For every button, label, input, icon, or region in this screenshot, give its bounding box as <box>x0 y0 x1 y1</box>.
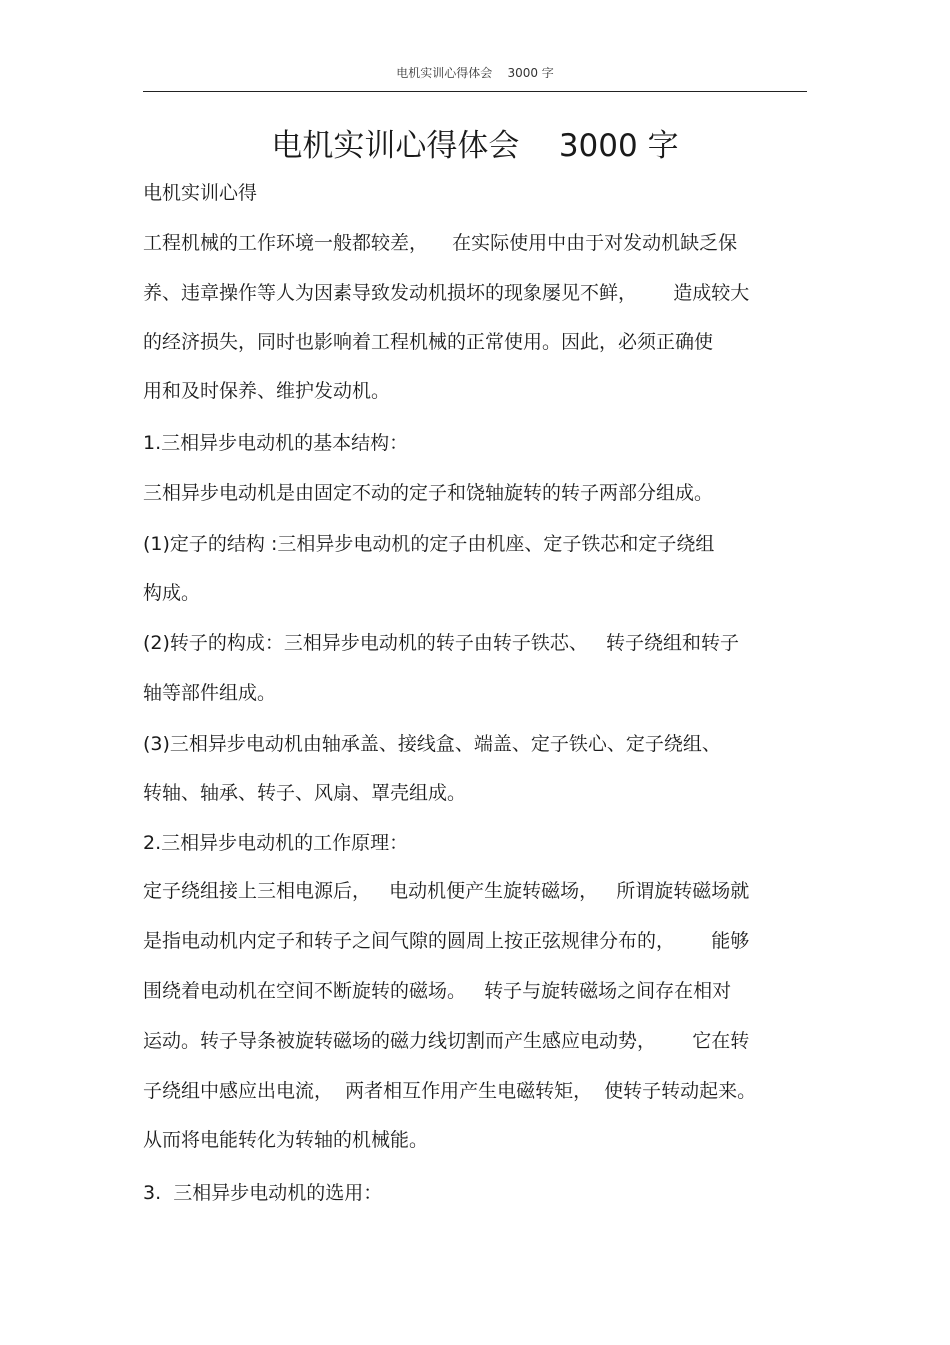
paragraph-line: (1)定子的结构 :三相异步电动机的定子由机座、定子铁芯和定子绕组 <box>143 533 715 555</box>
paragraph-line: 养、违章操作等人为因素导致发动机损坏的现象屡见不鲜， 造成较大 <box>143 282 750 304</box>
paragraph-line: 工程机械的工作环境一般都较差， 在实际使用中由于对发动机缺乏保 <box>143 232 738 254</box>
paragraph-line: 子绕组中感应出电流， 两者相互作用产生电磁转矩， 使转子转动起来。 <box>143 1080 757 1102</box>
numbered-heading: 3. 三相异步电动机的选用： <box>143 1182 383 1204</box>
paragraph-line: 是指电动机内定子和转子之间气隙的圆周上按正弦规律分布的， 能够 <box>143 930 750 952</box>
paragraph-line: 用和及时保养、维护发动机。 <box>143 380 391 402</box>
paragraph-line: 围绕着电动机在空间不断旋转的磁场。 转子与旋转磁场之间存在相对 <box>143 980 732 1002</box>
paragraph-line: 的经济损失，同时也影响着工程机械的正常使用。因此，必须正确使 <box>143 331 714 353</box>
paragraph-line: 构成。 <box>143 582 201 604</box>
paragraph-line: 轴等部件组成。 <box>143 682 277 704</box>
paragraph-line: (3)三相异步电动机由轴承盖、接线盒、端盖、定子铁心、定子绕组、 <box>143 733 721 755</box>
paragraph-line: 定子绕组接上三相电源后， 电动机便产生旋转磁场， 所谓旋转磁场就 <box>143 880 750 902</box>
section-heading: 电机实训心得 <box>143 182 258 204</box>
header-rule <box>143 91 807 92</box>
paragraph-line: 运动。转子导条被旋转磁场的磁力线切割而产生感应电动势， 它在转 <box>143 1030 750 1052</box>
numbered-heading: 2.三相异步电动机的工作原理： <box>143 832 409 854</box>
paragraph-line: (2)转子的构成：三相异步电动机的转子由转子铁芯、 转子绕组和转子 <box>143 632 740 654</box>
paragraph-line: 转轴、轴承、转子、风扇、罩壳组成。 <box>143 782 467 804</box>
numbered-heading: 1.三相异步电动机的基本结构： <box>143 432 409 454</box>
running-header: 电机实训心得体会 3000 字 <box>396 66 554 80</box>
paragraph-line: 从而将电能转化为转轴的机械能。 <box>143 1129 429 1151</box>
document-title: 电机实训心得体会 3000 字 <box>271 128 679 164</box>
paragraph-line: 三相异步电动机是由固定不动的定子和饶轴旋转的转子两部分组成。 <box>143 482 714 504</box>
